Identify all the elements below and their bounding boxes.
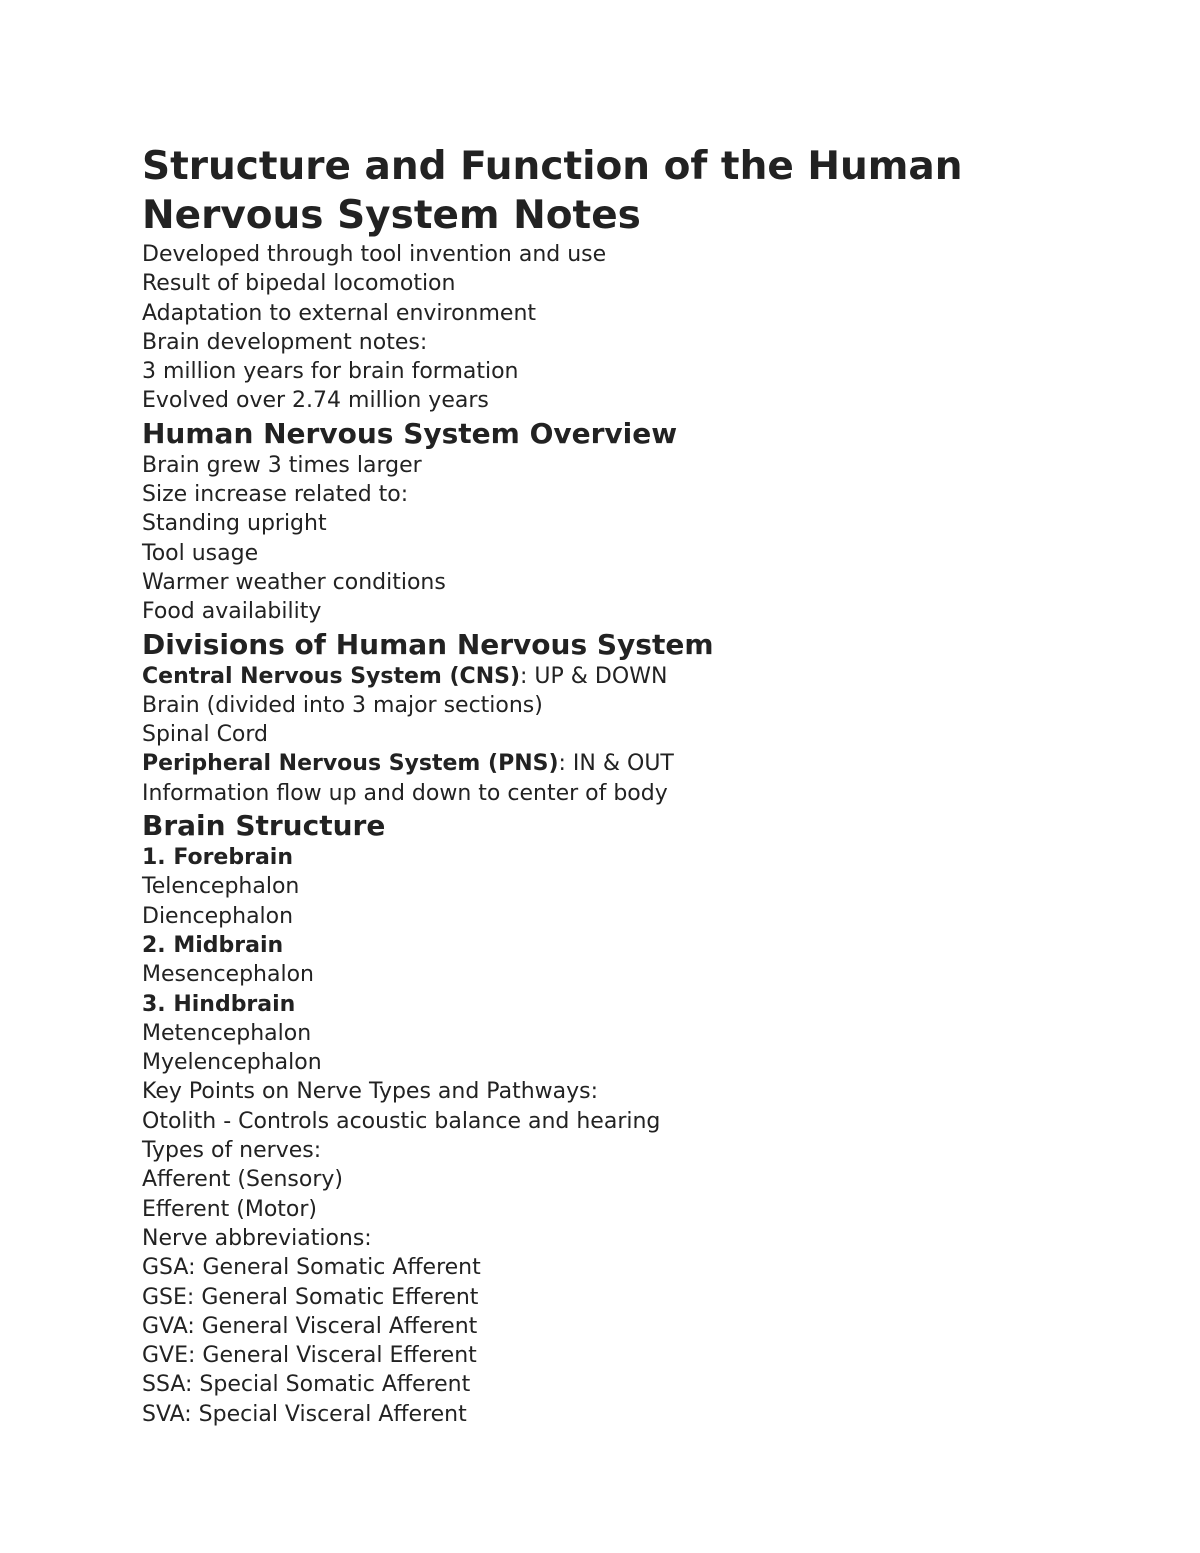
forebrain-part: Diencephalon	[142, 903, 294, 929]
overview-heading: Human Nervous System Overview	[142, 416, 678, 450]
overview-line: Standing upright	[142, 511, 327, 537]
overview-line: Food availability	[142, 599, 322, 625]
intro-section	[142, 240, 1102, 416]
hindbrain-label	[142, 990, 1102, 1019]
brain-heading: Brain Structure	[142, 809, 386, 843]
overview-line: Warmer weather conditions	[142, 569, 446, 595]
cns-line	[142, 662, 1102, 691]
brain-extra-line: GVA: General Visceral Afferent	[142, 1313, 478, 1339]
forebrain-part: Telencephalon	[142, 874, 300, 900]
document-title: Structure and Function of the Human Nervous System Notes	[142, 144, 963, 238]
divisions-heading: Divisions of Human Nervous System	[142, 627, 714, 661]
midbrain-label	[142, 931, 1102, 960]
pns-desc: : IN & OUT	[558, 751, 674, 777]
cns-detail-line: Spinal Cord	[142, 722, 269, 748]
intro-line: Developed through tool invention and use	[142, 242, 607, 267]
cns-detail-line: Brain (divided into 3 major sections)	[142, 692, 543, 718]
forebrain-label-text: 1. Forebrain	[142, 845, 293, 871]
hindbrain-part: Metencephalon	[142, 1020, 312, 1046]
document-page	[142, 142, 1102, 1429]
hindbrain-label-text: 3. Hindbrain	[142, 991, 296, 1017]
divisions-section	[142, 627, 1102, 808]
brain-extra-line: SVA: Special Visceral Afferent	[142, 1401, 467, 1427]
intro-line: 3 million years for brain formation	[142, 359, 519, 385]
brain-extra-line: Afferent (Sensory)	[142, 1167, 343, 1193]
brain-section	[142, 808, 1102, 1429]
midbrain-label-text: 2. Midbrain	[142, 932, 284, 958]
brain-extra-line: GVE: General Visceral Efferent	[142, 1343, 477, 1369]
overview-line: Brain grew 3 times larger	[142, 452, 422, 478]
brain-extra-line: GSA: General Somatic Afferent	[142, 1255, 481, 1281]
forebrain-label	[142, 843, 1102, 872]
hindbrain-part: Myelencephalon	[142, 1050, 322, 1076]
brain-extra-line: Otolith - Controls acoustic balance and hearing	[142, 1108, 661, 1134]
intro-line: Adaptation to external environment	[142, 300, 537, 326]
intro-line: Result of bipedal locomotion	[142, 271, 456, 297]
pns-detail-line: Information flow up and down to center of body	[142, 780, 668, 806]
cns-label: Central Nervous System (CNS)	[142, 663, 521, 689]
cns-desc: : UP & DOWN	[520, 663, 668, 689]
brain-extra-line: Key Points on Nerve Types and Pathways:	[142, 1079, 599, 1105]
brain-extra-line: Efferent (Motor)	[142, 1196, 317, 1222]
brain-extra-line: Nerve abbreviations:	[142, 1225, 372, 1251]
overview-line: Size increase related to:	[142, 482, 409, 508]
brain-extra-line: Types of nerves:	[142, 1138, 322, 1164]
intro-line: Evolved over 2.74 million years	[142, 388, 489, 414]
pns-label: Peripheral Nervous System (PNS)	[142, 751, 559, 777]
brain-extra-line: GSE: General Somatic Efferent	[142, 1284, 479, 1310]
overview-section	[142, 416, 1102, 627]
intro-line: Brain development notes:	[142, 329, 428, 355]
overview-line: Tool usage	[142, 540, 259, 566]
midbrain-part: Mesencephalon	[142, 962, 314, 988]
brain-extra-line: SSA: Special Somatic Afferent	[142, 1372, 471, 1398]
pns-line	[142, 749, 1102, 778]
